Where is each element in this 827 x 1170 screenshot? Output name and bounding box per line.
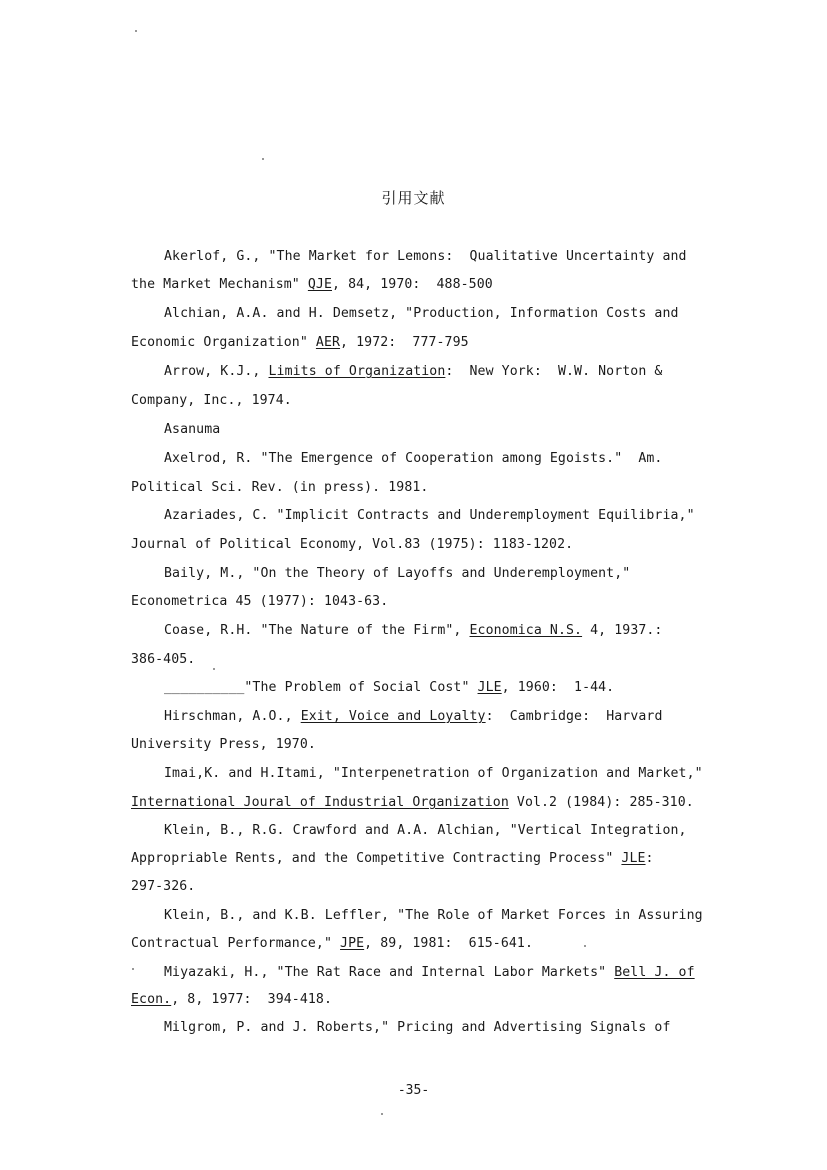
ref-miyazaki: Miyazaki, H., "The Rat Race and Internal Labor Markets" Bell J. of — [164, 965, 695, 980]
ref-miyazaki-cont: Econ., 8, 1977: 394-418. — [131, 992, 332, 1007]
ref-klein-crawford-alchian-cont: Appropriable Rents, and the Competitive Contracting Process" JLE: — [131, 851, 654, 866]
ref-coase-firm-cont: 386-405. — [131, 652, 196, 667]
ref-hirschman-cont: University Press, 1970. — [131, 737, 316, 752]
ref-baily: Baily, M., "On the Theory of Layoffs and Underemployment," — [164, 566, 631, 581]
ref-coase-firm: Coase, R.H. "The Nature of the Firm", Economica N.S. 4, 1937.: — [164, 623, 663, 638]
scan-speck — [135, 30, 137, 32]
journal-title: Econ. — [131, 992, 172, 1007]
ref-akerlof: Akerlof, G., "The Market for Lemons: Qualitative Uncertainty and — [164, 249, 687, 264]
ref-klein-crawford-alchian: Klein, B., R.G. Crawford and A.A. Alchian, "Vertical Integration, — [164, 823, 687, 838]
ref-coase-social-cost: __________"The Problem of Social Cost" JLE, 1960: 1-44. — [164, 680, 615, 695]
ref-imai-itami: Imai,K. and H.Itami, "Interpenetration of Organization and Market," — [164, 766, 703, 781]
scan-speck — [262, 158, 264, 160]
page-title: 引用文献 — [381, 189, 446, 207]
ref-axelrod: Axelrod, R. "The Emergence of Cooperation among Egoists." Am. — [164, 451, 663, 466]
ref-akerlof-cont: the Market Mechanism" QJE, 84, 1970: 488-500 — [131, 277, 493, 292]
ref-klein-crawford-alchian-pages: 297-326. — [131, 879, 196, 894]
scan-speck — [132, 968, 134, 970]
book-title: Limits of Organization — [268, 364, 446, 379]
journal-title: QJE — [307, 277, 332, 292]
journal-title: Bell J. of — [614, 965, 695, 980]
ref-axelrod-cont: Political Sci. Rev. (in press). 1981. — [131, 480, 429, 495]
ref-asanuma: Asanuma — [164, 422, 221, 437]
ref-arrow: Arrow, K.J., Limits of Organization: New York: W.W. Norton & — [164, 364, 663, 379]
ref-alchian-demsetz: Alchian, A.A. and H. Demsetz, "Production, Information Costs and — [164, 306, 679, 321]
scan-speck — [381, 1113, 383, 1115]
journal-title: Economica N.S. — [469, 623, 583, 638]
ref-klein-leffler: Klein, B., and K.B. Leffler, "The Role of Market Forces in Assuring — [164, 908, 703, 923]
journal-title: JLE — [621, 851, 646, 866]
ref-klein-leffler-cont: Contractual Performance," JPE, 89, 1981: 615-641. — [131, 936, 533, 951]
journal-title: JLE — [477, 680, 502, 695]
ref-azariades-cont: Journal of Political Economy, Vol.83 (1975): 1183-1202. — [131, 537, 574, 552]
page-number: -35- — [397, 1083, 430, 1098]
ref-hirschman: Hirschman, A.O., Exit, Voice and Loyalty: Cambridge: Harvard — [164, 709, 663, 724]
ref-arrow-cont: Company, Inc., 1974. — [131, 393, 292, 408]
book-title: Exit, Voice and Loyalty — [300, 709, 486, 724]
scan-speck — [213, 668, 215, 670]
ref-milgrom-roberts: Milgrom, P. and J. Roberts," Pricing and Advertising Signals of — [164, 1020, 671, 1035]
journal-title: AER — [315, 335, 341, 350]
ref-azariades: Azariades, C. "Implicit Contracts and Underemployment Equilibria," — [164, 508, 695, 523]
ref-alchian-demsetz-cont: Economic Organization" AER, 1972: 777-795 — [131, 335, 469, 350]
ref-baily-cont: Econometrica 45 (1977): 1043-63. — [131, 594, 389, 609]
journal-title: International Joural of Industrial Organization — [131, 795, 509, 810]
ref-imai-itami-cont: International Joural of Industrial Organization Vol.2 (1984): 285-310. — [131, 795, 694, 810]
scan-speck — [584, 945, 586, 947]
journal-title: JPE — [340, 936, 365, 951]
